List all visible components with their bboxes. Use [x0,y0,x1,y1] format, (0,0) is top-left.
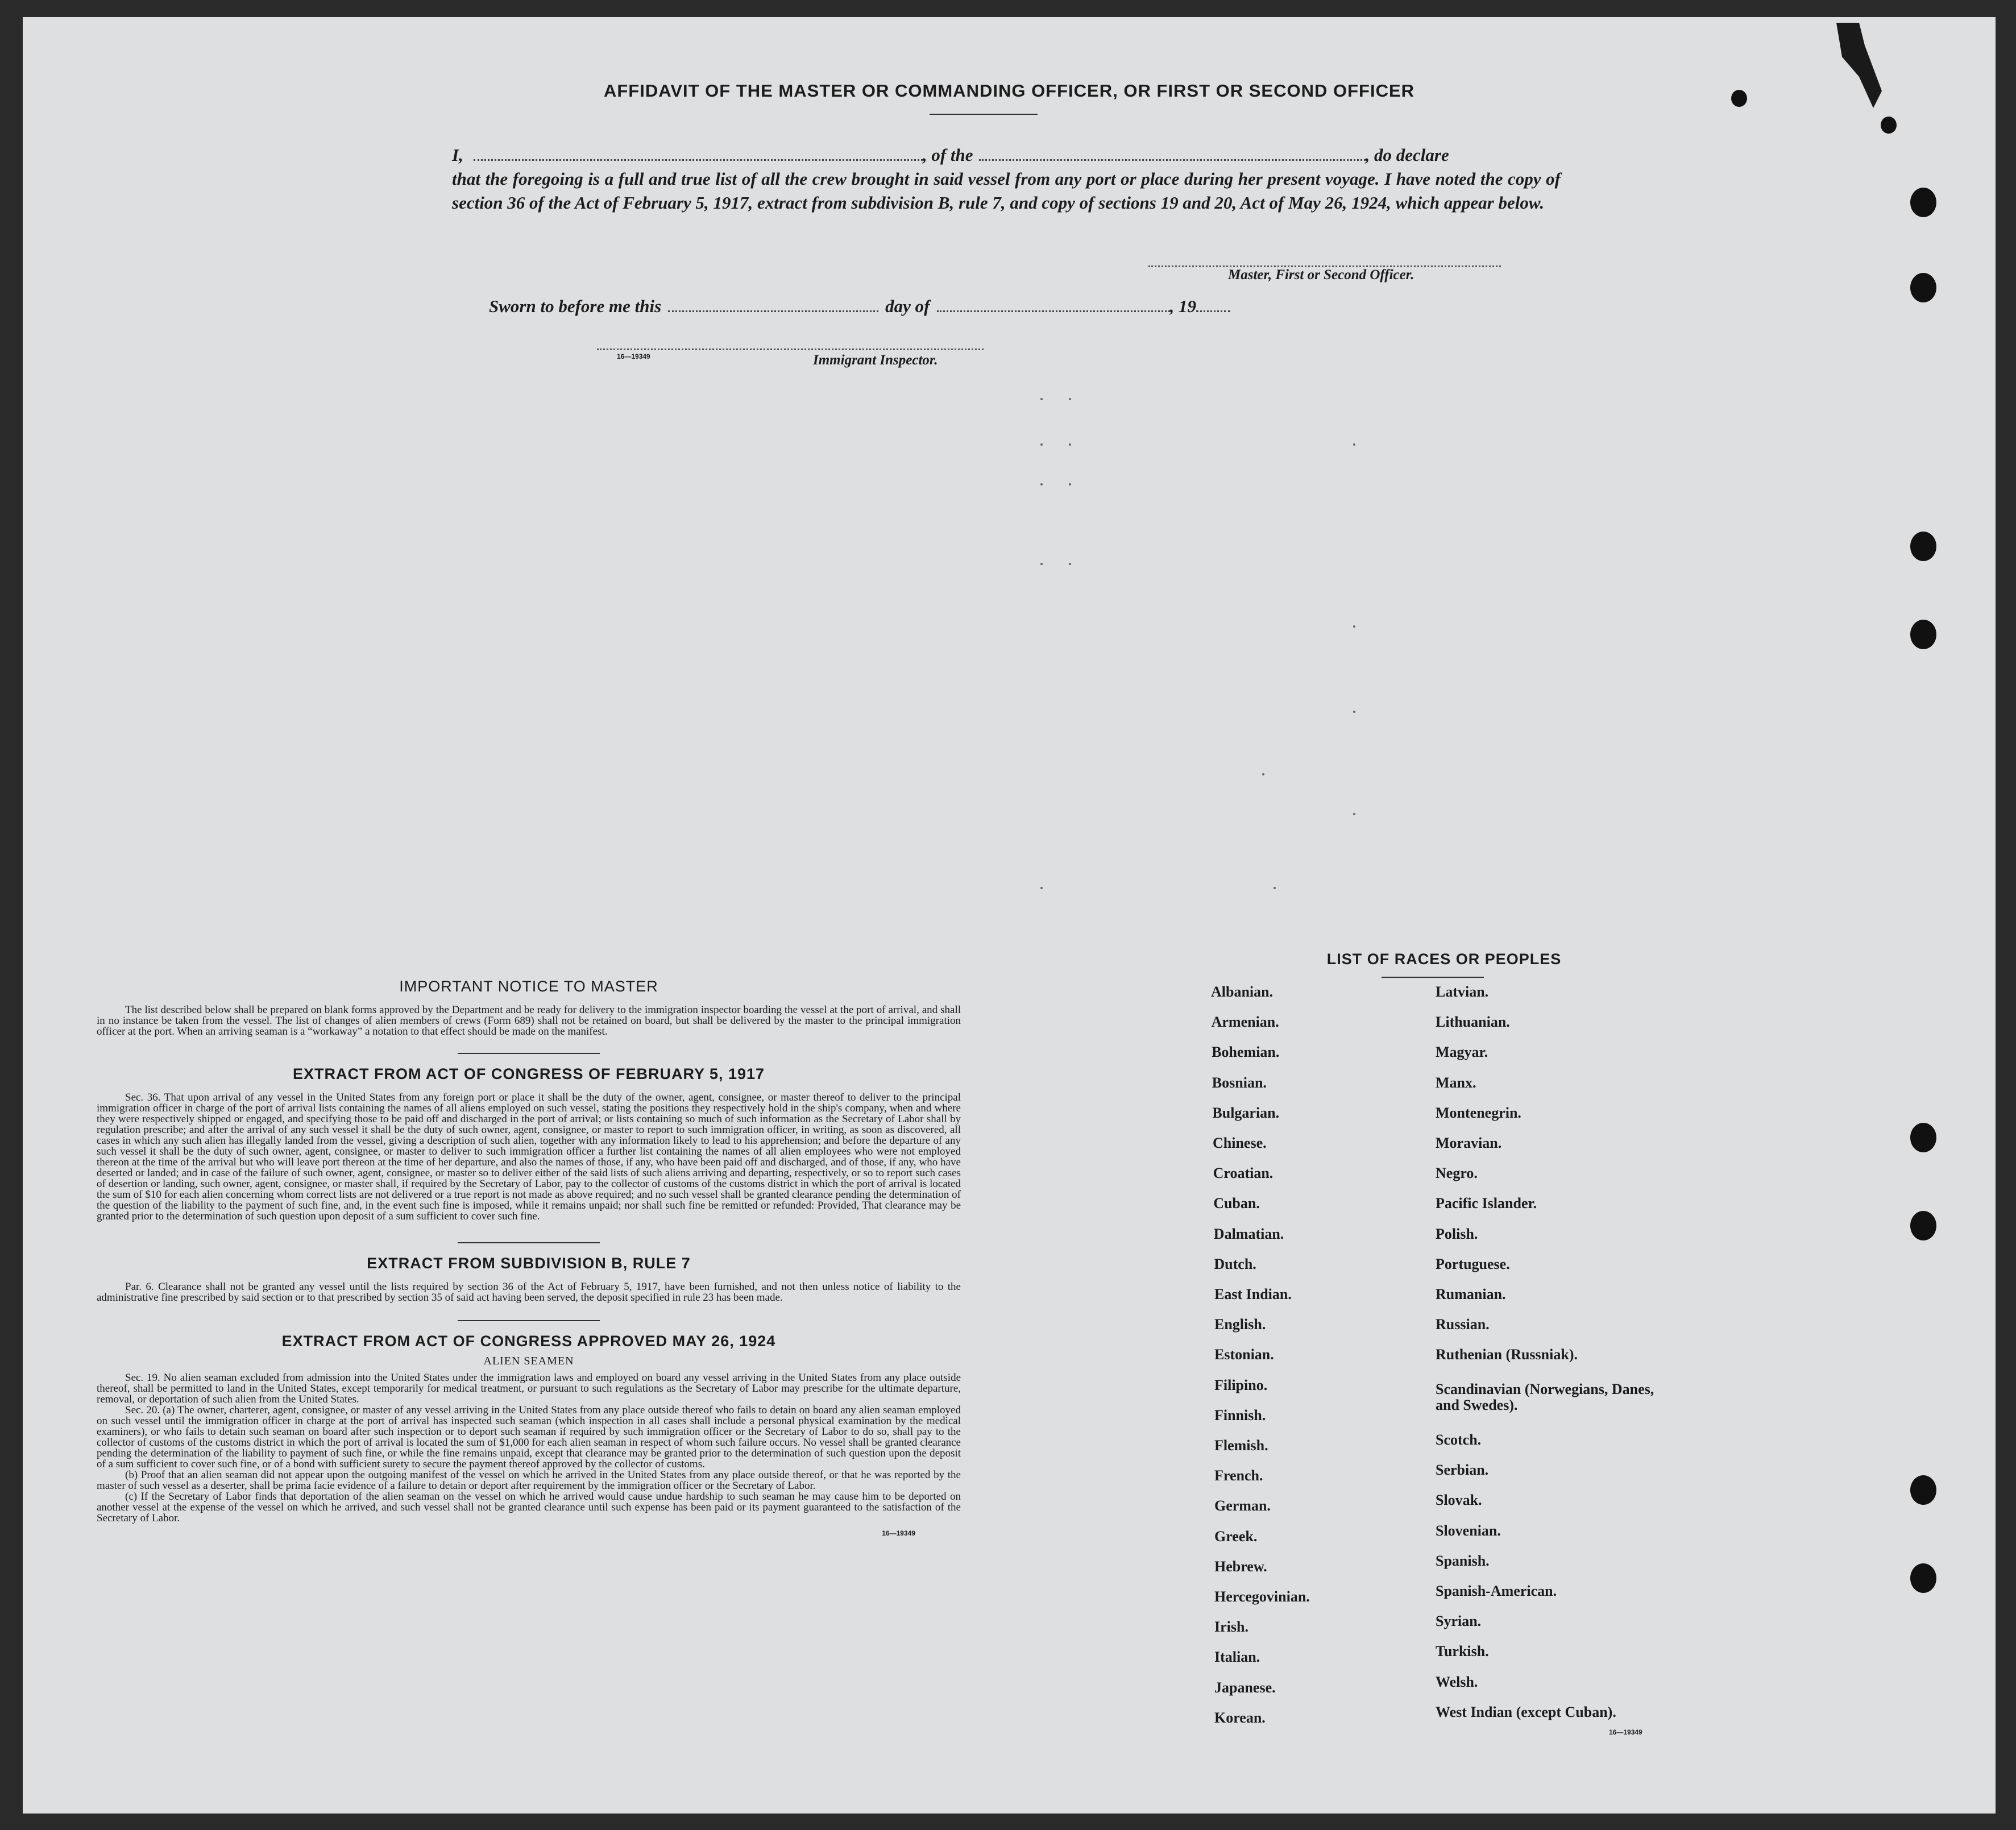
notice-text: The list described below shall be prepared on blank forms approved by the Department and be ready for delivery to the immigration inspector boarding the vessel at the port of arrival, and shall in no instance be taken from the vessel. The list of changes of alien members of crews (Form 689) shall not be retained on board, but shall be delivered by the master to the principal immigration officer at the port. When an arriving seaman is a “workaway” a notation to that effect should be made on the manifest. [97,1004,961,1038]
punch-hole [1910,532,1936,561]
inspector-caption: Immigrant Inspector. [813,352,938,368]
race-item: Welsh. [1436,1673,1478,1690]
sec-19-text: Sec. 19. No alien seaman excluded from admission into the United States under the immigration laws and employed on board any vessel arriving in the United States from any place outside thereof, shall be permitted to land in the United States, except temporarily for medical treatment, or pursuant to such regulations as the Secretary of Labor may prescribe for the ultimate departure, removal, or deportation of such alien from the United States. [97,1372,961,1405]
race-item: Korean. [1214,1709,1266,1726]
races-divider [1382,977,1484,978]
bleed-dot [1069,563,1071,565]
sec-20a-text: Sec. 20. (a) The owner, charterer, agent, consignee, or master of any vessel arriving in the United States from any place outside thereof who fails to detain on board any alien seaman employed on such vessel until the immigration officer in charge at the port of arrival has inspected such seaman (which inspection in all cases shall include a personal physical examination by the medical examiners), or who fails to detain such seaman on board after such inspection or to deport such seaman if required by such immigration officer or the Secretary of Labor to do so, shall pay to the collector of customs of the customs district in which the port of arrival is located the sum of $1,000 for each alien seaman in respect of whom such failure occurs. No vessel shall be granted clearance pending the determination of the liability to payment of such fine, or while the fine remains unpaid, except that clearance may be granted prior to the determination of such question upon the deposit of a sum sufficient to cover such fine, or of a bond with sufficient surety to secure the payment thereof approved by the collector of customs. [97,1404,961,1470]
race-item: Serbian. [1436,1462,1489,1479]
left-form-number: 16—19349 [882,1529,915,1537]
race-item: Estonian. [1214,1346,1274,1363]
extract-1917-title: EXTRACT FROM ACT OF CONGRESS OF FEBRUARY 5, 1917 [292,1065,765,1082]
race-item: Japanese. [1214,1679,1276,1696]
race-item: Dalmatian. [1213,1225,1284,1242]
race-item: Hercegovinian. [1214,1588,1310,1605]
extract-rule7-title: EXTRACT FROM SUBDIVISION B, RULE 7 [367,1255,691,1272]
race-item: Dutch. [1214,1255,1256,1272]
race-item: Rumanian. [1436,1286,1506,1302]
race-item: Ruthenian (Russniak). [1436,1346,1578,1363]
punch-hole [1910,1123,1936,1152]
alien-seamen-subtitle: ALIEN SEAMEN [483,1355,574,1367]
of-the-label: , of the [922,145,973,165]
punch-hole [1910,1475,1936,1505]
race-item: Lithuanian. [1436,1014,1510,1031]
extract-1924-title: EXTRACT FROM ACT OF CONGRESS APPROVED MAY 26, 1924 [281,1333,776,1350]
race-item: Slovak. [1436,1492,1482,1509]
race-item: Bohemian. [1212,1044,1280,1061]
vessel-field[interactable] [979,142,1366,161]
bleed-dot [1353,813,1355,815]
race-item: Negro. [1436,1165,1478,1182]
bleed-dot [1069,398,1071,400]
declaration-text: that the foregoing is a full and true list of all the crew brought in said vessel from any port or place during her present voyage. I have noted the copy of section 36 of the Act of February 5, 1917, extract from subdivision B, rule 7, and copy of sections 19 and 20, Act of May 26, 1924, which appear below. [452,169,1561,213]
sworn-line [489,293,1230,317]
bleed-dot [1040,443,1043,446]
race-item: English. [1214,1316,1266,1333]
race-item: Manx. [1436,1074,1476,1091]
race-item: Scotch. [1436,1431,1482,1448]
year-label: , 19 [1169,296,1196,316]
punch-hole [1881,117,1897,134]
left-column [97,978,961,1537]
race-item: Moravian. [1436,1135,1502,1151]
race-item: Bulgarian. [1212,1104,1280,1121]
extract-rule7-text: Par. 6. Clearance shall not be granted any vessel until the lists required by section 36 of the Act of February 5, 1917, have been furnished, and not then unless notice of liability to the administrative fine prescribed by said section or to that prescribed by section 35 of said act having been served, the deposit specified in rule 23 has been made. [97,1281,961,1304]
declaration-block [452,142,1561,215]
master-caption: Master, First or Second Officer. [1228,267,1414,283]
race-item: Irish. [1214,1619,1248,1636]
form-sheet [23,17,1996,1814]
race-item: Latvian. [1436,984,1489,1000]
races-title: LIST OF RACES OR PEOPLES [1326,951,1562,968]
sworn-year-field[interactable] [1196,293,1230,312]
race-item: Filipino. [1214,1376,1268,1393]
section-divider [458,1320,600,1321]
race-item: Spanish. [1436,1552,1490,1569]
notice-title: IMPORTANT NOTICE TO MASTER [399,978,658,995]
race-item: Turkish. [1436,1643,1489,1660]
bleed-dot [1040,483,1043,485]
punch-hole [1910,273,1936,302]
affidavit-title: AFFIDAVIT OF THE MASTER OR COMMANDING OFFICER, OR FIRST OR SECOND OFFICER [603,81,1415,101]
i-label: I, [452,145,463,165]
bleed-dot [1040,563,1043,565]
race-item: Slovenian. [1436,1522,1501,1539]
race-item: Polish. [1436,1225,1478,1242]
race-item: Italian. [1214,1649,1260,1666]
race-item: Finnish. [1214,1406,1266,1424]
race-item: Chinese. [1213,1135,1267,1151]
bleed-dot [1274,887,1276,889]
race-item: Portuguese. [1436,1255,1510,1272]
race-item: East Indian. [1214,1286,1292,1302]
punch-hole [1910,188,1936,217]
sworn-month-field[interactable] [937,293,1170,312]
punch-hole [1910,1211,1936,1240]
race-item: Pacific Islander. [1436,1195,1537,1212]
race-item: Armenian. [1211,1014,1279,1031]
races-form-number: 16—19349 [1609,1728,1642,1736]
race-item: Syrian. [1436,1613,1482,1630]
bleed-dot [1040,887,1043,889]
race-item: Flemish. [1214,1437,1268,1454]
inspector-signature-line[interactable] [597,348,984,350]
bleed-dot [1353,711,1355,713]
section-divider [458,1242,600,1243]
race-item: West Indian (except Cuban). [1436,1703,1616,1720]
punch-hole [1910,1563,1936,1593]
declaration-first-line [452,142,1561,167]
sec-20b-text: (b) Proof that an alien seaman did not appear upon the outgoing manifest of the vessel on which he arrived in the United States from any place outside thereof, or that he was reported by the master of such vessel as a deserter, shall be prima facie evidence of a failure to detain or deport after requirement by the immigration officer or the Secretary of Labor. [97,1469,961,1492]
race-item: Albanian. [1211,984,1274,1000]
race-item: French. [1214,1467,1263,1484]
name-field[interactable] [474,142,923,161]
sworn-label: Sworn to before me this [489,296,662,316]
day-of-label: day of [885,296,930,316]
punch-hole [1910,620,1936,649]
bleed-dot [1069,483,1071,485]
sworn-day-field[interactable] [668,293,878,312]
affidavit-form-number: 16—19349 [617,352,650,360]
race-item: Spanish-American. [1436,1583,1557,1599]
race-item: Hebrew. [1214,1558,1267,1575]
bleed-dot [1353,625,1355,628]
race-item: Croatian. [1213,1165,1274,1182]
race-item: Cuban. [1213,1195,1260,1212]
race-item: Scandinavian (Norwegians, Danes, and Swedes). [1436,1380,1654,1413]
do-declare-label: , do declare [1365,145,1449,165]
race-item: German. [1214,1497,1271,1514]
bleed-dot [1069,443,1071,446]
extract-1917-text: Sec. 36. That upon arrival of any vessel in the United States from any foreign port or place it shall be the duty of the owner, agent, consignee, or master thereof to deliver to the principal immigration officer in charge of the port of arrival lists containing the names of all aliens employed on such vessel, stating the positions they respectively hold in the ship's company, when and where they were respectively shipped or engaged, and specifying those to be paid off and discharged in the port of arrival; or lists containing so much of such information as the Secretary of Labor shall by regulation prescribe; and after the arrival of any such vessel it shall be the duty of such owner, agent, consignee, or master to report to such immigration officer, in writing, as soon as discovered, all cases in which any such alien has illegally landed from the vessel, giving a description of such alien, together with any information likely to lead to his apprehension; and before the departure of any such vessel it shall be the duty of such owner, agent, consignee, or master to deliver to such immigration officer a further list containing the names of all alien employees who were not employed thereon at the time of the arrival but who will leave port thereon at the time of her departure, and also the names of those, if any, who have been paid off and discharged, and of those, if any, who have deserted or landed; and in case of the failure of such owner, agent, consignee, or master so to deliver either of the said lists of such aliens arriving and departing, respectively, or so to report such cases of desertion or landing, such owner, agent, consignee, or master shall, if required by the Secretary of Labor, pay to the collector of customs of the customs district in which the port of arrival is located the sum of $10 for each alien concerning whom correct lists are not delivered or a true report is not made as above required; and no such vessel shall be granted clearance pending the determination of the question of the liability to the payment of such fine, and, in the event such fine is imposed, while it remains unpaid; nor shall such fine be remitted or refunded: Provided, That clearance may be granted prior to the determination of such question upon deposit of a sum sufficient to cover such fine. [97,1092,961,1222]
race-item: Montenegrin. [1436,1104,1521,1121]
title-divider [930,114,1038,115]
sec-20c-text: (c) If the Secretary of Labor finds that deportation of the alien seaman on the vessel on which he arrived would cause undue hardship to such seaman he may cause him to be deported on another vessel at the expense of the vessel on which he arrived, and such vessel shall not be granted clearance until such expense has been paid or its payment guaranteed to the satisfaction of the Secretary of Labor. [97,1491,961,1524]
bleed-dot [1262,773,1264,775]
section-divider [458,1053,600,1054]
race-item: Greek. [1214,1528,1258,1545]
race-item: Magyar. [1436,1044,1488,1061]
race-item: Bosnian. [1212,1074,1267,1091]
bleed-dot [1040,398,1043,400]
bleed-dot [1353,443,1355,446]
race-item: Russian. [1436,1316,1490,1333]
